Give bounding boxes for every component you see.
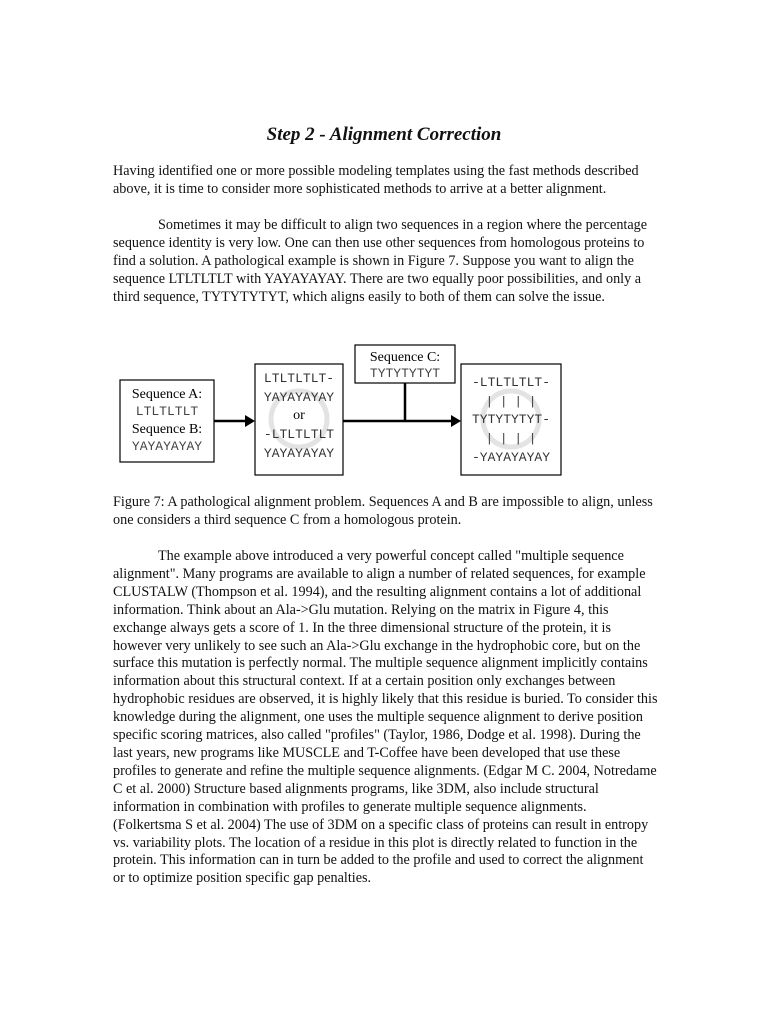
page-title: Step 2 - Alignment Correction <box>266 124 502 145</box>
sequence-b-value: YAYAYAYAY <box>131 439 203 454</box>
arrow-head-2 <box>451 415 461 427</box>
result-line1: -LTLTLTLT- <box>471 375 551 390</box>
sequence-a-label: Sequence A: <box>131 387 203 402</box>
result-bars1: | | | | <box>485 395 537 409</box>
sequence-b-label: Sequence B: <box>131 422 203 437</box>
figure-caption: Figure 7: A pathological alignment problem. Sequences A and B are impossible to align, unless one considers a third sequence C from a homologous protein. <box>113 494 653 528</box>
paragraph-multiple-sequence-alignment: The example above introduced a very powerful concept called "multiple sequence alignment". Many programs are available to align a number of related sequences, for example CLUSTALW (Thompson et al. 1994), and the resulting alignment contains a lot of additional information. Think about an Ala->Glu mutation. Relying on the matrix in Figure 4, this exchange always gets a score of 1. In the three dimensional structure of the protein, it is however very unlikely to see such an Ala->Glu exchange in the hydrophobic core, but on the surface this mutation is perfectly normal. The multiple sequence alignment implicitly contains information about this structural context. If at a certain position only exchanges between hydrophobic residues are observed, it is highly likely that this residue is buried. To consider this knowledge during the alignment, one uses the multiple sequence alignment to derive position specific scoring matrices, also called "profiles" (Taylor, 1986, Dodge et al. 1998). During the last years, new programs like MUSCLE and T-Coffee have been developed that use these profiles to generate and refine the multiple sequence alignments. (Edgar M C. 2004, Notredame C et al. 2000) Structure based alignments programs, like 3DM, also include structural information in combination with profiles to generate multiple sequence alignments. (Folkertsma S et al. 2004) The use of 3DM on a specific class of proteins can result in entropy vs. variability plots. The location of a residue in this plot is directly related to function in the protein. This information can in turn be added to the profile and used to correct the alignment or to optimize position specific gap penalties. <box>113 548 658 887</box>
sequence-a-value: LTLTLTLT <box>135 404 199 419</box>
result-line2: TYTYTYTYT- <box>471 412 551 427</box>
result-line3: -YAYAYAYAY <box>471 450 551 465</box>
alignment-diagram <box>113 330 568 485</box>
option2-line1: -LTLTLTLT <box>263 427 335 442</box>
sequence-c-label: Sequence C: <box>369 350 441 365</box>
sequence-c-value: TYTYTYTYT <box>369 366 441 381</box>
paragraph-pathological-example: Sometimes it may be difficult to align two sequences in a region where the percentage sequence identity is very low. One can then use other sequences from homologous proteins to find a solution. A pathological example is shown in Figure 7. Suppose you want to align the sequence LTLTLTLT with YAYAYAYAY. There are two equally poor possibilities, and only a third sequence, TYTYTYTYT, which aligns easily to both of them can solve the issue. <box>113 217 648 305</box>
option1-line2: YAYAYAYAY <box>263 390 335 405</box>
option2-line2: YAYAYAYAY <box>263 446 335 461</box>
arrow-head-1 <box>245 415 255 427</box>
result-bars2: | | | | <box>485 432 537 446</box>
paragraph-intro: Having identified one or more possible modeling templates using the fast methods described above, it is time to consider more sophisticated methods to arrive at a better alignment. <box>113 163 639 197</box>
figure-7 <box>113 330 568 485</box>
option1-line1: LTLTLTLT- <box>263 371 335 386</box>
or-label: or <box>293 408 305 423</box>
